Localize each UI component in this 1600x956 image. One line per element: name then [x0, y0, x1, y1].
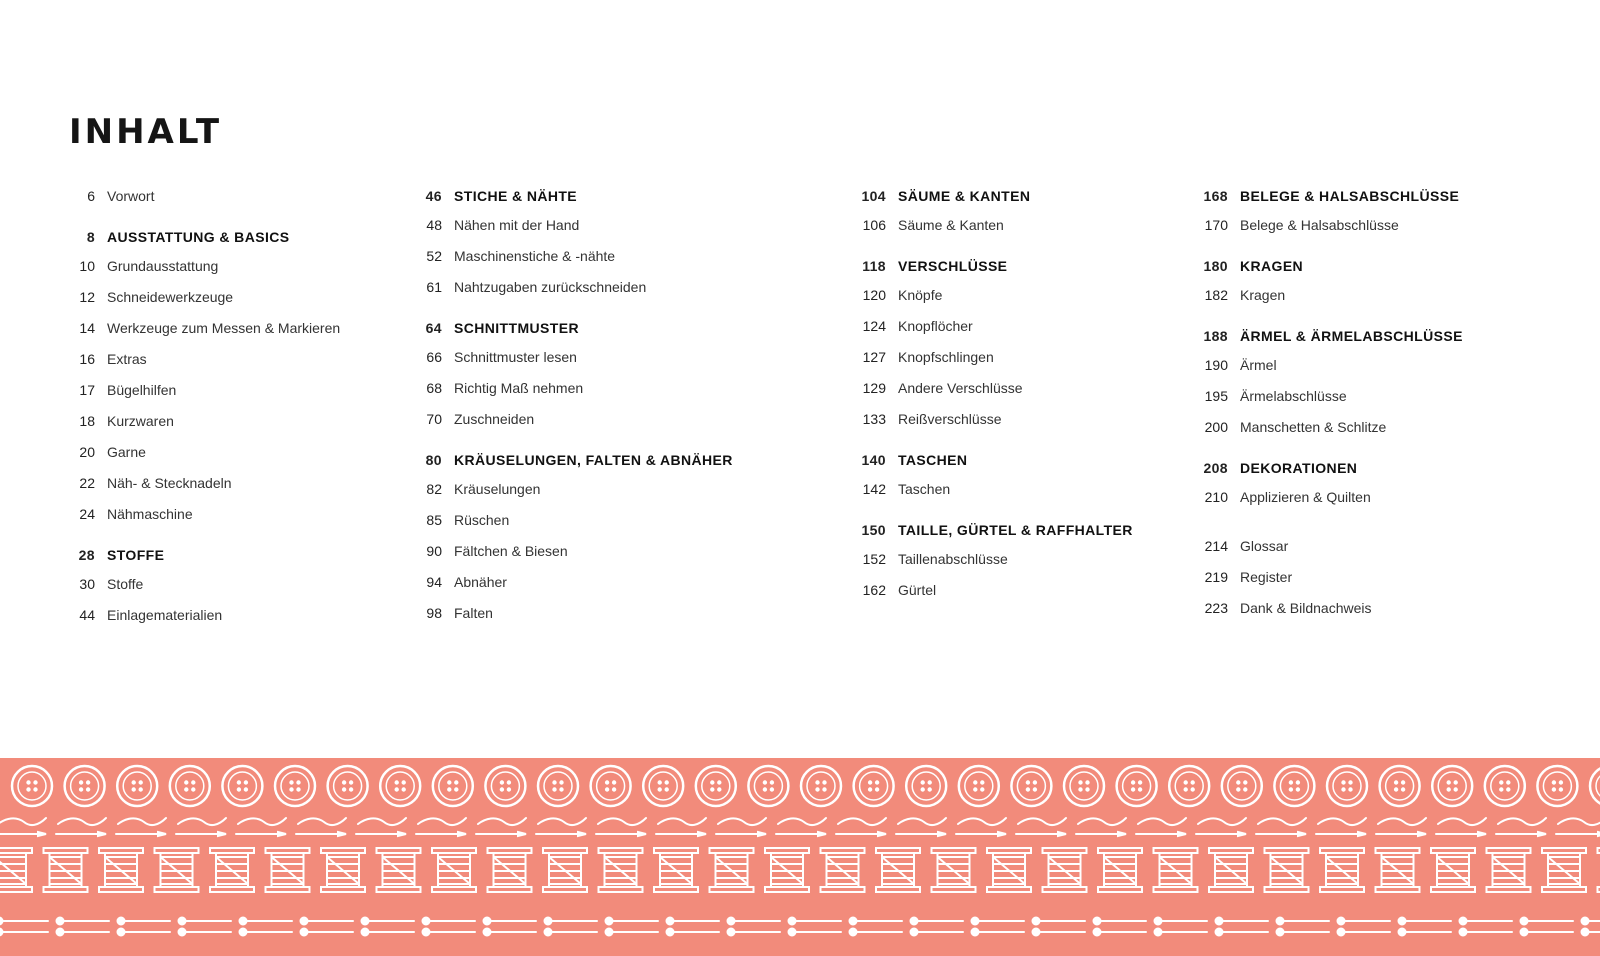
toc-page-number: 8	[86, 229, 95, 245]
toc-entry-title: Stoffe	[107, 576, 144, 592]
toc-entry-title: Extras	[107, 351, 147, 367]
toc-entry-title: Grundausstattung	[107, 258, 219, 274]
toc-section-title: SCHNITTMUSTER	[454, 320, 579, 336]
toc-entry-title: Kragen	[1240, 287, 1286, 303]
section-spacer	[69, 537, 369, 547]
toc-entry-title: Nahtzugaben zurückschneiden	[454, 279, 647, 295]
toc-entry-title: Knopflöcher	[898, 318, 973, 334]
toc-entry-title: Glossar	[1240, 538, 1289, 554]
toc-entry-title: Kräuselungen	[454, 481, 541, 497]
toc-entry-title: Nähmaschine	[107, 506, 193, 522]
toc-entry-title: Garne	[107, 444, 146, 460]
toc-entry[interactable]	[1196, 217, 1556, 248]
toc-entry[interactable]	[1196, 287, 1556, 318]
toc-entry-title: Richtig Maß nehmen	[454, 380, 584, 396]
toc-entry-title: Rüschen	[454, 512, 510, 528]
toc-page-number: 182	[1204, 287, 1228, 303]
toc-entry-title: Ärmel	[1240, 357, 1277, 373]
toc-column-2	[410, 188, 770, 636]
toc-entry[interactable]	[849, 349, 1179, 380]
toc-entry-title: Taillenabschlüsse	[898, 551, 1008, 567]
toc-entry-title: Gürtel	[898, 582, 937, 598]
toc-entry-title: Ärmelabschlüsse	[1240, 388, 1347, 404]
toc-section-title: STOFFE	[107, 547, 165, 563]
toc-entry[interactable]	[849, 551, 1179, 582]
toc-section-heading[interactable]	[410, 320, 770, 349]
toc-page-number: 66	[426, 349, 442, 365]
section-spacer	[849, 512, 1179, 522]
toc-section-heading[interactable]	[1196, 460, 1556, 489]
toc-section-heading[interactable]	[849, 522, 1179, 551]
toc-entry[interactable]	[69, 413, 369, 444]
toc-page-number: 82	[426, 481, 442, 497]
toc-entry-title: Vorwort	[107, 188, 155, 204]
toc-entry[interactable]	[849, 380, 1179, 411]
toc-page-number: 18	[79, 413, 95, 429]
toc-page-number: 150	[861, 522, 886, 538]
toc-page-number: 80	[425, 452, 442, 468]
toc-entry[interactable]	[1196, 419, 1556, 450]
toc-entry[interactable]	[69, 506, 369, 537]
toc-entry[interactable]	[849, 411, 1179, 442]
toc-page-number: 16	[79, 351, 95, 367]
toc-section-heading[interactable]	[69, 229, 369, 258]
toc-column-1	[69, 188, 369, 638]
toc-column-3	[849, 188, 1179, 613]
toc-page-number: 70	[426, 411, 442, 427]
toc-entry-title: Säume & Kanten	[898, 217, 1004, 233]
toc-page-number: 61	[426, 279, 442, 295]
toc-section-title: TAILLE, GÜRTEL & RAFFHALTER	[898, 522, 1133, 538]
toc-entry-title: Taschen	[898, 481, 951, 497]
toc-entry[interactable]	[410, 279, 770, 310]
toc-page-number: 129	[862, 380, 886, 396]
toc-section-heading[interactable]	[410, 188, 770, 217]
toc-page-number: 127	[862, 349, 886, 365]
toc-entry[interactable]	[410, 380, 770, 411]
toc-entry[interactable]	[69, 320, 369, 351]
toc-entry[interactable]	[410, 349, 770, 380]
toc-page-number: 98	[426, 605, 442, 621]
toc-section-heading[interactable]	[849, 452, 1179, 481]
toc-entry-title: Nähen mit der Hand	[454, 217, 580, 233]
toc-entry[interactable]	[410, 248, 770, 279]
toc-entry[interactable]	[849, 217, 1179, 248]
toc-page-number: 52	[426, 248, 442, 264]
toc-entry[interactable]	[69, 258, 369, 289]
section-spacer	[410, 310, 770, 320]
toc-entry-title: Belege & Halsabschlüsse	[1240, 217, 1399, 233]
toc-entry-title: Dank & Bildnachweis	[1240, 600, 1372, 616]
toc-section-title: DEKORATIONEN	[1240, 460, 1358, 476]
toc-section-title: STICHE & NÄHTE	[454, 188, 578, 204]
toc-section-title: ÄRMEL & ÄRMELABSCHLÜSSE	[1240, 328, 1463, 344]
toc-entry[interactable]	[410, 217, 770, 248]
toc-entry[interactable]	[69, 607, 369, 638]
toc-page-number: 17	[79, 382, 95, 398]
toc-entry[interactable]	[1196, 489, 1556, 520]
toc-entry[interactable]	[849, 318, 1179, 349]
section-spacer	[1196, 520, 1556, 538]
toc-page-number: 118	[862, 258, 886, 274]
toc-page-number: 208	[1203, 460, 1228, 476]
toc-page-number: 223	[1204, 600, 1228, 616]
toc-page-number: 30	[79, 576, 95, 592]
toc-page-number: 48	[426, 217, 442, 233]
toc-section-heading[interactable]	[849, 258, 1179, 287]
toc-page-number: 188	[1203, 328, 1228, 344]
toc-page-number: 6	[87, 188, 95, 204]
toc-entry[interactable]	[69, 444, 369, 475]
toc-entry-title: Zuschneiden	[454, 411, 535, 427]
toc-page-number: 104	[861, 188, 886, 204]
toc-entry-title: Applizieren & Quilten	[1240, 489, 1371, 505]
toc-entry[interactable]	[1196, 600, 1556, 631]
toc-entry-title: Schneidewerkzeuge	[107, 289, 234, 305]
toc-section-title: KRAGEN	[1240, 258, 1304, 274]
toc-entry-title: Näh- & Stecknadeln	[107, 475, 232, 491]
toc-section-title: TASCHEN	[898, 452, 968, 468]
toc-section-title: VERSCHLÜSSE	[898, 258, 1008, 274]
toc-entry[interactable]	[1196, 569, 1556, 600]
toc-page-number: 24	[79, 506, 95, 522]
section-spacer	[849, 442, 1179, 452]
toc-entry[interactable]	[849, 481, 1179, 512]
toc-page-number: 140	[861, 452, 886, 468]
section-spacer	[849, 248, 1179, 258]
toc-entry[interactable]	[69, 576, 369, 607]
toc-page-number: 168	[1203, 188, 1228, 204]
toc-entry[interactable]	[410, 411, 770, 442]
toc-column-4	[1196, 188, 1556, 631]
toc-page-number: 90	[426, 543, 442, 559]
toc-entry[interactable]	[69, 351, 369, 382]
toc-page-number: 106	[862, 217, 886, 233]
toc-section-title: KRÄUSELUNGEN, FALTEN & ABNÄHER	[454, 452, 733, 468]
toc-page-number: 214	[1204, 538, 1228, 554]
toc-entry-title: Manschetten & Schlitze	[1240, 419, 1387, 435]
toc-entry-title: Andere Verschlüsse	[898, 380, 1023, 396]
toc-entry[interactable]	[410, 512, 770, 543]
toc-entry-title: Maschinenstiche & -nähte	[454, 248, 616, 264]
toc-entry[interactable]	[69, 382, 369, 413]
page-title: INHALT	[69, 112, 223, 152]
section-spacer	[1196, 450, 1556, 460]
toc-page-number: 64	[425, 320, 442, 336]
toc-entry-title: Kurzwaren	[107, 413, 174, 429]
toc-page-number: 46	[425, 188, 442, 204]
toc-entry-title: Knopfschlingen	[898, 349, 994, 365]
toc-page-number: 195	[1204, 388, 1228, 404]
toc-section-heading[interactable]	[1196, 258, 1556, 287]
toc-page-number: 85	[426, 512, 442, 528]
toc-page-number: 219	[1204, 569, 1228, 585]
toc-page-number: 94	[426, 574, 442, 590]
toc-entry-title: Schnittmuster lesen	[454, 349, 577, 365]
toc-page-number: 133	[862, 411, 886, 427]
toc-section-heading[interactable]	[69, 547, 369, 576]
toc-section-heading[interactable]	[1196, 328, 1556, 357]
toc-page-number: 162	[862, 582, 886, 598]
toc-page-number: 170	[1204, 217, 1228, 233]
sewing-pattern-border	[0, 758, 1600, 956]
toc-entry[interactable]	[1196, 538, 1556, 569]
toc-entry[interactable]	[410, 574, 770, 605]
toc-page-number: 10	[79, 258, 95, 274]
toc-page-number: 22	[79, 475, 95, 491]
toc-section-heading[interactable]	[849, 188, 1179, 217]
toc-page-number: 12	[79, 289, 95, 305]
toc-page-number: 142	[862, 481, 886, 497]
toc-page-number: 14	[79, 320, 95, 336]
toc-page-number: 20	[79, 444, 95, 460]
toc-entry-title: Abnäher	[454, 574, 507, 590]
toc-page-number: 152	[862, 551, 886, 567]
toc-entry-title: Reißverschlüsse	[898, 411, 1002, 427]
toc-entry-title: Register	[1240, 569, 1293, 585]
toc-entry[interactable]	[69, 188, 369, 219]
toc-entry-title: Werkzeuge zum Messen & Markieren	[107, 320, 341, 336]
toc-entry[interactable]	[69, 475, 369, 506]
toc-entry-title: Bügelhilfen	[107, 382, 177, 398]
toc-page-number: 180	[1203, 258, 1228, 274]
toc-page-number: 68	[426, 380, 442, 396]
toc-page-number: 44	[79, 607, 95, 623]
toc-entry[interactable]	[410, 605, 770, 636]
section-spacer	[410, 442, 770, 452]
section-spacer	[1196, 248, 1556, 258]
toc-entry-title: Knöpfe	[898, 287, 943, 303]
section-spacer	[1196, 318, 1556, 328]
toc-page-number: 124	[862, 318, 886, 334]
toc-entry-title: Einlagematerialien	[107, 607, 223, 623]
toc-entry[interactable]	[849, 287, 1179, 318]
toc-entry[interactable]	[410, 481, 770, 512]
toc-entry[interactable]	[69, 289, 369, 320]
toc-section-heading[interactable]	[1196, 188, 1556, 217]
toc-section-title: AUSSTATTUNG & BASICS	[107, 229, 290, 245]
toc-entry[interactable]	[410, 543, 770, 574]
toc-entry[interactable]	[849, 582, 1179, 613]
toc-section-title: BELEGE & HALSABSCHLÜSSE	[1240, 188, 1460, 204]
toc-entry[interactable]	[1196, 388, 1556, 419]
toc-entry-title: Fältchen & Biesen	[454, 543, 568, 559]
toc-page-number: 120	[862, 287, 886, 303]
toc-page-number: 200	[1204, 419, 1228, 435]
toc-page-number: 190	[1204, 357, 1228, 373]
toc-entry[interactable]	[1196, 357, 1556, 388]
toc-page-number: 28	[78, 547, 95, 563]
section-spacer	[69, 219, 369, 229]
toc-entry-title: Falten	[454, 605, 493, 621]
toc-page-number: 210	[1204, 489, 1228, 505]
toc-section-heading[interactable]	[410, 452, 770, 481]
toc-section-title: SÄUME & KANTEN	[898, 188, 1031, 204]
